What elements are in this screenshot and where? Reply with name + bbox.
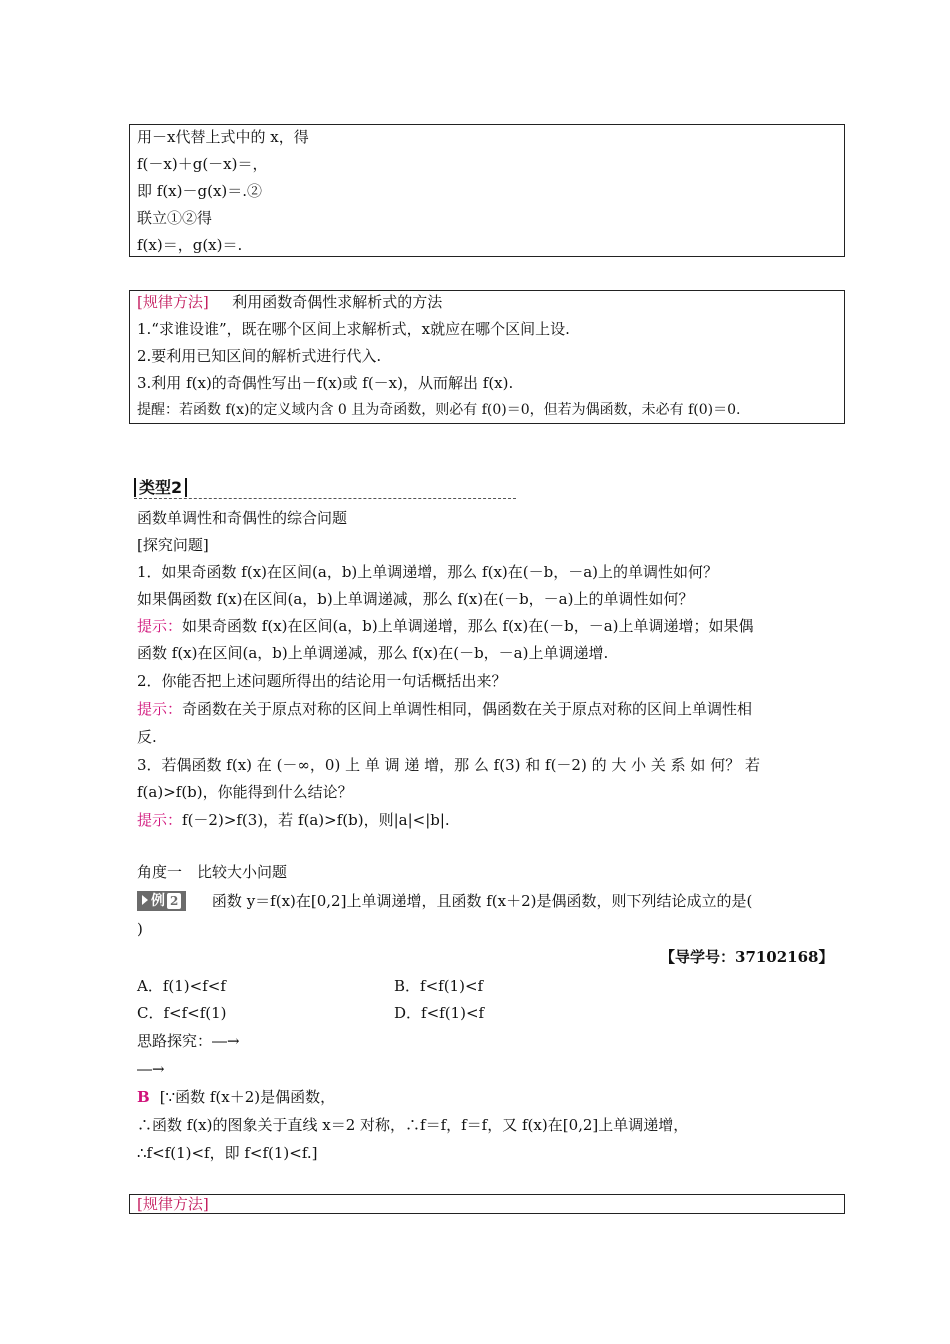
example-label: 例 <box>151 893 165 909</box>
solution-a-text: [∵函数 f(x＋2)是偶函数， <box>159 1088 336 1106</box>
think-a: 思路探究：―→ <box>137 1032 240 1050</box>
hint-3-text: f(－2)>f(3)，若 f(a)>f(b)，则|a|<|b|. <box>182 811 450 829</box>
guide-number: 【导学号：37102168】 <box>660 948 834 966</box>
method-box-2 <box>129 1194 845 1214</box>
question-1b: 如果偶函数 f(x)在区间(a，b)上单调递减，那么 f(x)在(－b，－a)上的单调性如何？ <box>137 590 694 608</box>
explore-label: [探究问题] <box>137 536 209 554</box>
hint-label: 提示： <box>137 700 183 718</box>
question-3b: f(a)>f(b)，你能得到什么结论？ <box>137 783 353 801</box>
example-stem-a <box>137 891 752 911</box>
method-line-1: 1.“求谁设谁”，既在哪个区间上求解析式，x就应在哪个区间上设. <box>137 320 570 338</box>
type-subtitle: 函数单调性和奇偶性的综合问题 <box>137 509 348 527</box>
example-stem-text: 函数 y＝f(x)在[0,2]上单调递增，且函数 f(x＋2)是偶函数，则下列结论成立的是( <box>211 892 753 910</box>
option-c: C．f<f<f(1) <box>137 1004 227 1022</box>
option-b: B．f<f(1)<f <box>394 977 484 995</box>
example-stem-b: ) <box>137 920 143 938</box>
hint-2b: 反. <box>137 728 157 746</box>
method-line-3: 3.利用 f(x)的奇偶性写出－f(x)或 f(－x)，从而解出 f(x). <box>137 374 514 392</box>
derivation-line-1: 用－x代替上式中的 x，得 <box>137 128 309 146</box>
method-tag: [规律方法] <box>137 293 209 311</box>
think-b: ―→ <box>137 1060 165 1078</box>
hint-1a-text: 如果奇函数 f(x)在区间(a，b)上单调递增，那么 f(x)在(－b，－a)上单调递增；如果偶 <box>182 617 754 635</box>
method-reminder: 提醒：若函数 f(x)的定义域内含 0 且为奇函数，则必有 f(0)＝0，但若为偶函数，未必有 f(0)＝0. <box>137 402 741 418</box>
angle-title: 角度一 比较大小问题 <box>137 863 288 881</box>
derivation-line-3: 即 f(x)－g(x)＝.② <box>137 182 263 200</box>
method-header <box>137 292 442 312</box>
method-tag-2: [规律方法] <box>137 1195 209 1213</box>
type-divider <box>134 498 516 499</box>
solution-c: ∴f<f(1)<f，即 f<f(1)<f.] <box>137 1144 318 1162</box>
type-heading <box>134 478 187 498</box>
triangle-icon <box>142 895 148 905</box>
hint-2a <box>137 699 752 719</box>
solution-b: ∴函数 f(x)的图象关于直线 x＝2 对称，∴f＝f，f＝f，又 f(x)在[0,2]上单调递增， <box>137 1116 689 1134</box>
question-3a: 3．若偶函数 f(x) 在 (－∞，0) 上 单 调 递 增，那 么 f(3) 和 f(－2) 的 大 小 关 系 如 何？ 若 <box>137 756 760 774</box>
question-2: 2．你能否把上述问题所得出的结论用一句话概括出来？ <box>137 672 507 690</box>
derivation-line-2: f(－x)＋g(－x)＝， <box>137 155 268 173</box>
hint-1b: 函数 f(x)在区间(a，b)上单调递减，那么 f(x)在(－b，－a)上单调递增. <box>137 644 609 662</box>
hint-2a-text: 奇函数在关于原点对称的区间上单调性相同，偶函数在关于原点对称的区间上单调性相 <box>182 700 753 718</box>
hint-1a <box>137 616 753 636</box>
option-d: D．f<f(1)<f <box>394 1004 485 1022</box>
method-title: 利用函数奇偶性求解析式的方法 <box>232 293 443 311</box>
question-1a: 1．如果奇函数 f(x)在区间(a，b)上单调递增，那么 f(x)在(－b，－a)上的单调性如何？ <box>137 563 719 581</box>
hint-label: 提示： <box>137 811 183 829</box>
method-line-2: 2.要利用已知区间的解析式进行代入. <box>137 347 382 365</box>
option-a: A．f(1)<f<f <box>137 977 226 995</box>
solution-a <box>137 1087 335 1107</box>
example-badge <box>137 891 186 911</box>
hint-label: 提示： <box>137 617 183 635</box>
method-box <box>129 290 845 424</box>
derivation-line-5: f(x)＝，g(x)＝. <box>137 236 243 254</box>
derivation-box <box>129 124 845 257</box>
derivation-line-4: 联立①②得 <box>137 209 213 227</box>
type-label: 类型2 <box>139 478 183 497</box>
answer-letter: B <box>137 1088 150 1106</box>
example-number: 2 <box>167 893 181 909</box>
hint-3 <box>137 810 450 830</box>
